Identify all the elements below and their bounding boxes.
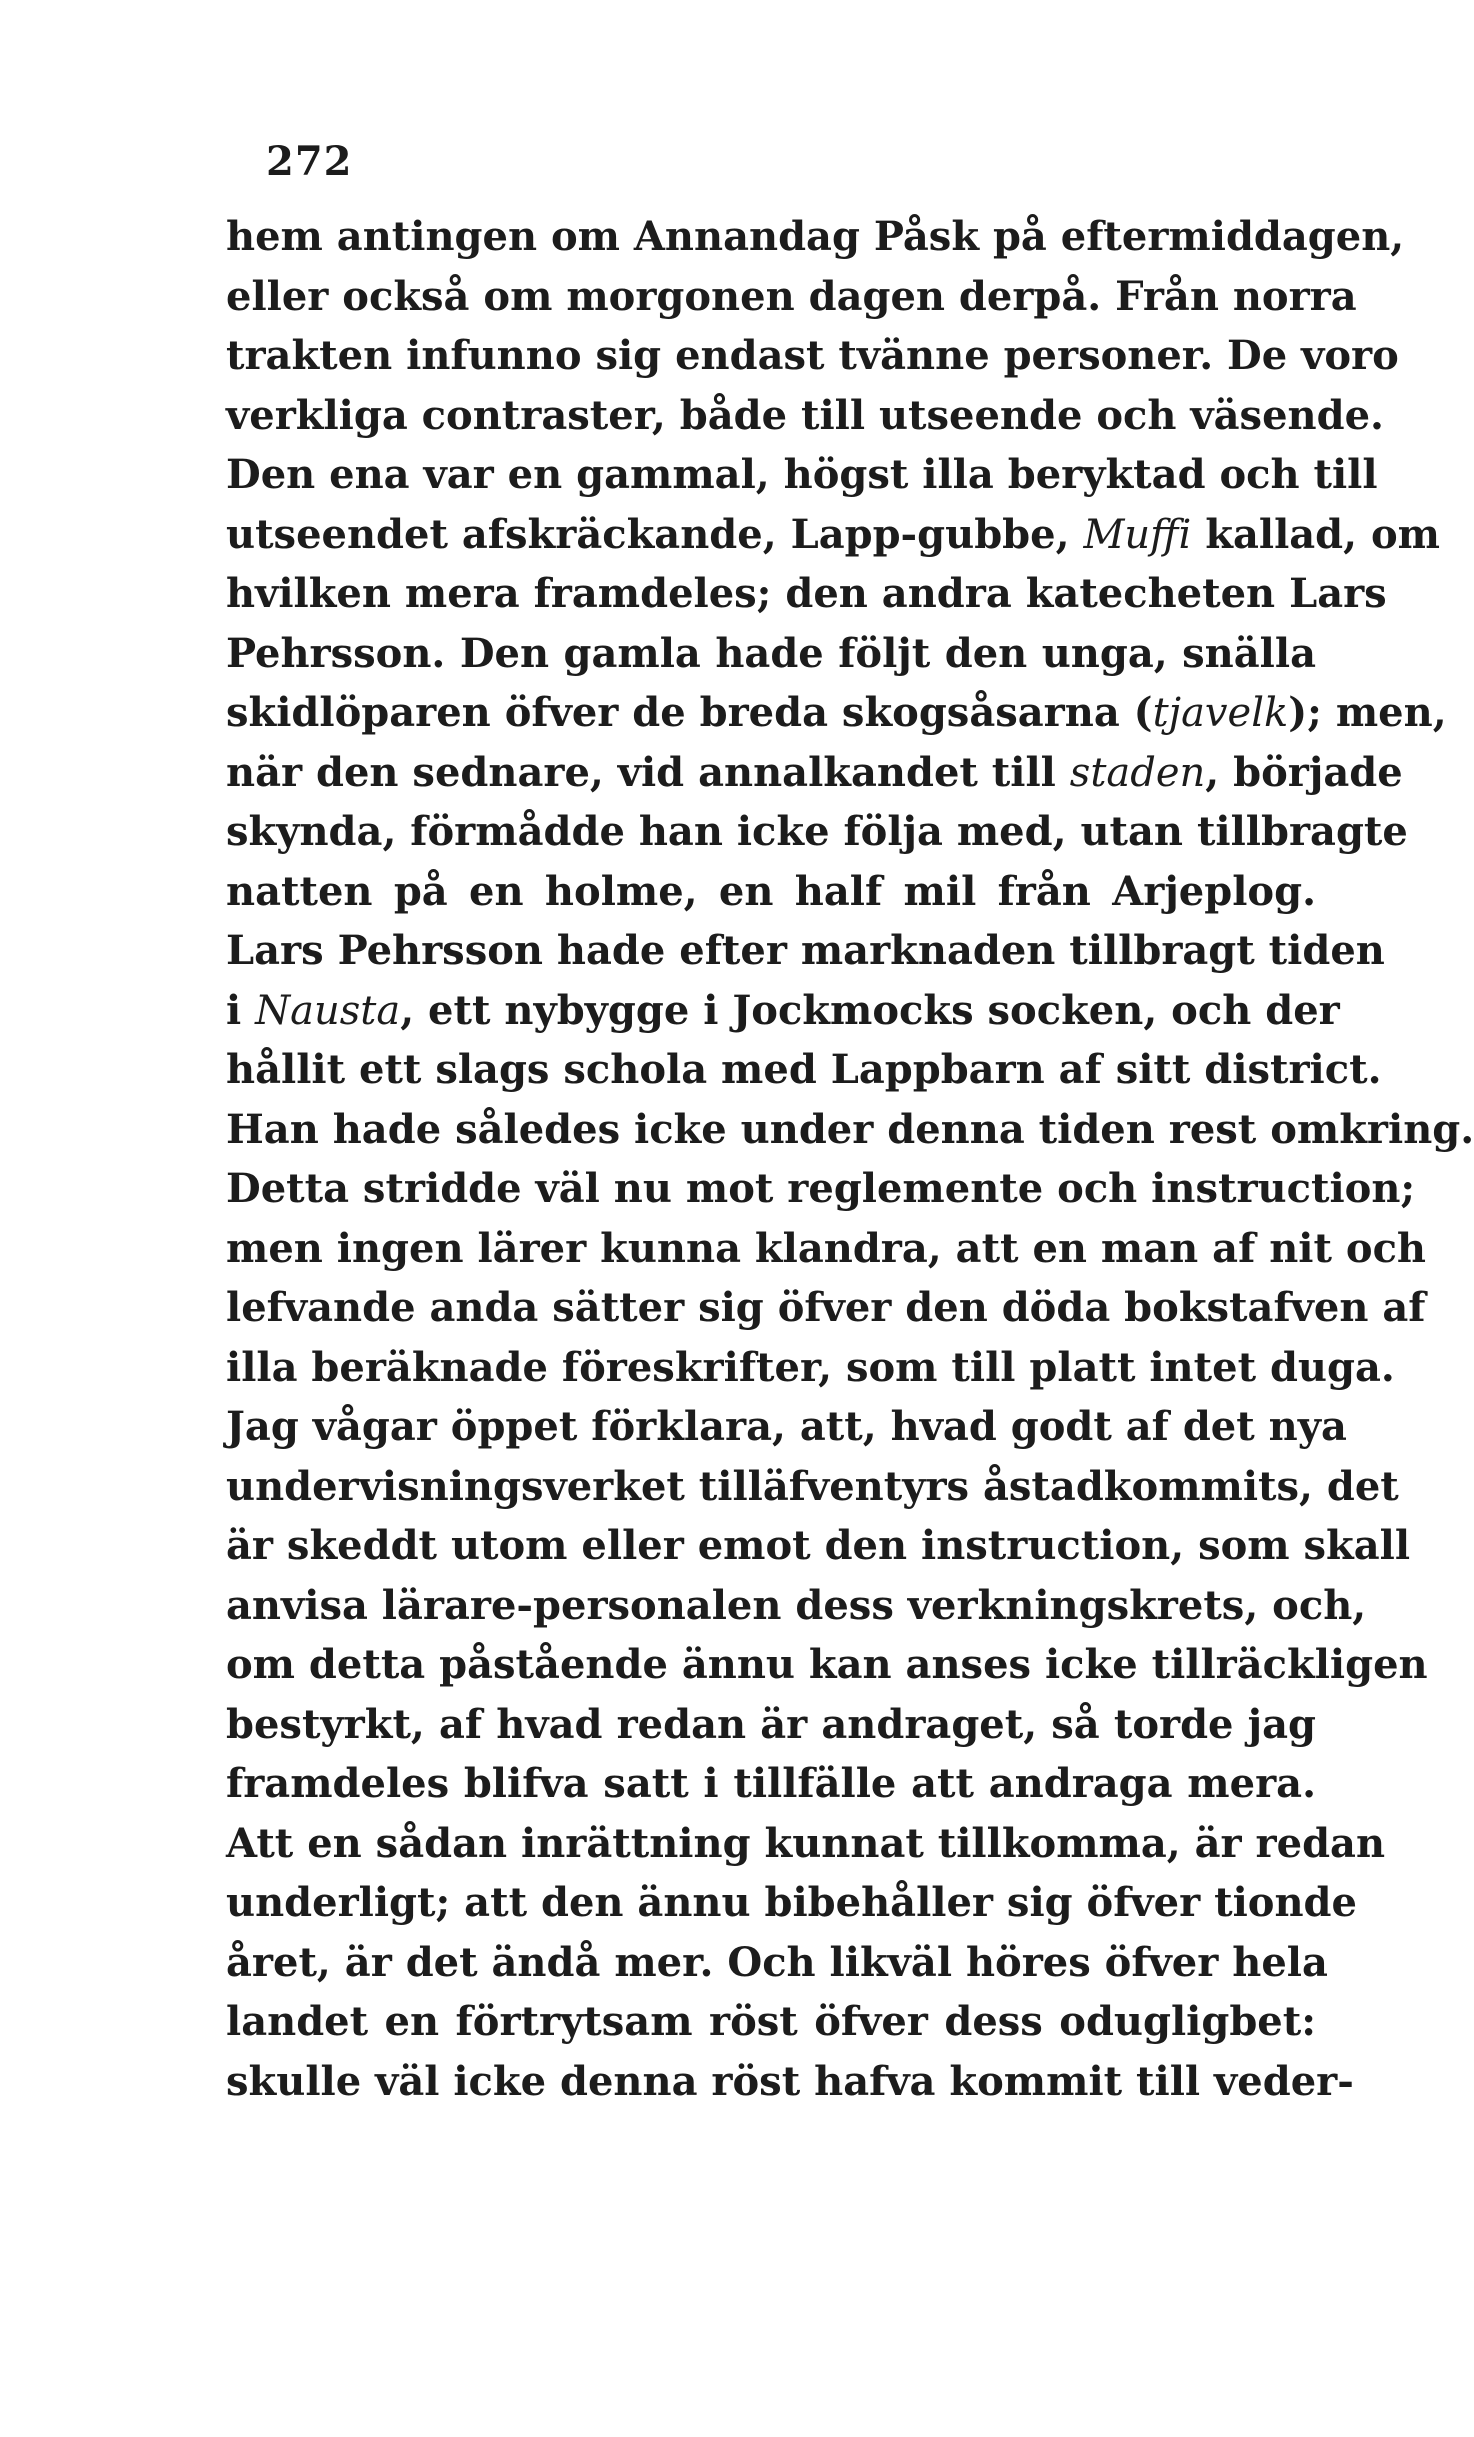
text-line: Jag vågar öppet förklara, att, hvad godt af det nya [226, 1403, 1347, 1450]
text-segment: , började [1205, 748, 1403, 796]
italic-term: staden [1069, 749, 1206, 796]
text-line [226, 743, 1403, 803]
text-line: framdeles blifva satt i tillfälle att andraga mera. [226, 1760, 1316, 1807]
text-line: hem antingen om Annandag Påsk på eftermiddagen, [226, 213, 1405, 260]
text-line: illa beräknade föreskrifter, som till platt intet duga. [226, 1343, 1395, 1391]
text-line: Den ena var en gammal, högst illa beryktad och till [226, 451, 1378, 498]
text-line [226, 683, 1447, 743]
text-line: om detta påstående ännu kan anses icke tillräckligen [226, 1641, 1428, 1688]
body-text [226, 207, 1474, 2111]
text-line: Lars Pehrsson hade efter marknaden tillbragt tiden [226, 927, 1385, 974]
text-line: underligt; att den ännu bibehåller sig öfver tionde [226, 1879, 1357, 1926]
italic-name: Muffi [1083, 511, 1192, 558]
text-line: hvilken mera framdeles; den andra katecheten Lars [226, 570, 1387, 617]
text-segment: när den sednare, vid annalkandet till [226, 748, 1070, 796]
text-segment: skidlöparen öfver de breda skogsåsarna ( [226, 689, 1153, 736]
text-line: verkliga contraster, både till utseende och väsende. [226, 391, 1384, 439]
text-line: trakten infunno sig endast tvänne personer. De voro [226, 332, 1399, 379]
text-line: skynda, förmådde han icke följa med, utan tillbragte [226, 808, 1408, 855]
text-line: Pehrsson. Den gamla hade följt den unga, snälla [226, 629, 1316, 677]
text-line: undervisningsverket tilläfventyrs åstadkommits, det [226, 1462, 1399, 1510]
text-segment: ); men, [1288, 689, 1447, 736]
text-line: är skeddt utom eller emot den instruction, som skall [226, 1522, 1411, 1569]
text-line: Han hade således icke under denna tiden rest omkring. [226, 1105, 1474, 1153]
text-line: året, är det ändå mer. Och likväl höres öfver hela [226, 1938, 1328, 1986]
text-line: landet en förtrytsam röst öfver dess odugligbet: [226, 1998, 1316, 2045]
italic-place: Nausta [255, 987, 401, 1034]
text-line [226, 505, 1441, 565]
text-line: hållit ett slags schola med Lappbarn af sitt district. [226, 1046, 1382, 1093]
text-line: anvisa lärare-personalen dess verkningskrets, och, [226, 1581, 1367, 1629]
italic-term: tjavelk [1152, 690, 1289, 736]
page-number: 272 [266, 138, 353, 185]
text-segment: utseendet afskräckande, Lapp-gubbe, [226, 510, 1084, 558]
text-segment: , ett nybygge i Jockmocks socken, och der [400, 986, 1340, 1034]
text-line: skulle väl icke denna röst hafva kommit till veder- [226, 2057, 1354, 2105]
text-line: bestyrkt, af hvad redan är andraget, så torde jag [226, 1700, 1316, 1748]
text-line: lefvande anda sätter sig öfver den döda bokstafven af [226, 1284, 1426, 1331]
text-line: natten på en holme, en half mil från Arjeplog. [226, 867, 1316, 915]
text-line: eller också om morgonen dagen derpå. Från norra [226, 272, 1357, 320]
text-segment: kallad, om [1191, 510, 1441, 558]
text-segment: i [226, 986, 256, 1034]
text-line [226, 981, 1340, 1041]
text-line: men ingen lärer kunna klandra, att en man af nit och [226, 1224, 1426, 1272]
text-line: Att en sådan inrättning kunnat tillkomma, är redan [226, 1819, 1386, 1867]
text-line: Detta stridde väl nu mot reglemente och instruction; [226, 1165, 1416, 1212]
